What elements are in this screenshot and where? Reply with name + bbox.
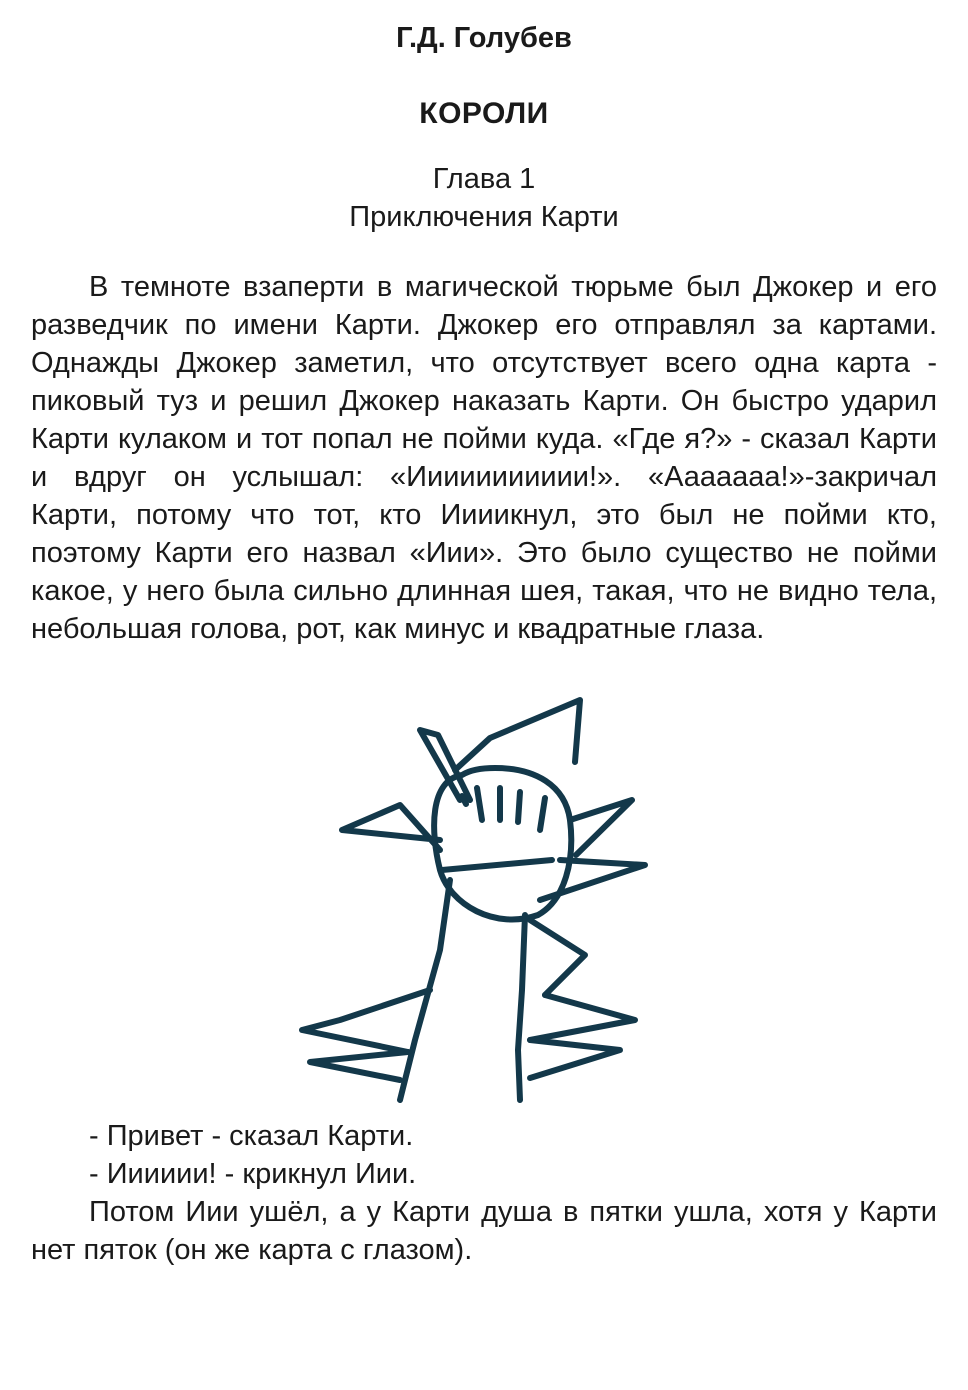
intro-paragraph: В темноте взаперти в магической тюрьме был Джокер и его разведчик по имени Карти. Джокер его отправлял за картами. Однажды Джокер заметил, что отсутствует всего одна карта - пиковый туз и решил Джокер наказать Карти. Он быстро ударил Карти кулаком и тот попал не пойми куда. «Где я?» - сказал Карти и вдруг он услышал: «Иииииииииии!». «Ааааааа!»-закричал Карти, потому что тот, кто Иииикнул, это был не пойми кто, поэтому Карти его назвал «Иии». Это было существо не пойми какое, у него была сильно длинная шея, такая, что не видно тела, небольшая голова, рот, как минус и квадратные глаза. — [31, 271, 937, 645]
neck-right — [518, 915, 525, 1100]
eye-dot — [462, 796, 466, 804]
chapter-name: Приключения Карти — [349, 201, 619, 233]
author-name: Г.Д. Голубев — [396, 22, 572, 54]
eye-bar-1 — [477, 788, 482, 820]
right-upper-spike — [570, 800, 632, 855]
chapter-number: Глава 1 — [432, 163, 536, 195]
left-wing-spike — [342, 805, 440, 850]
top-spike — [455, 700, 580, 770]
right-lower-spike-1 — [530, 920, 585, 995]
right-lower-spike-3 — [530, 1040, 620, 1078]
left-lower-spike-1 — [302, 990, 430, 1052]
left-lower-spike-2 — [310, 1052, 408, 1080]
eye-bar-4 — [540, 798, 545, 830]
right-lower-spike-2 — [530, 995, 635, 1040]
dialog-line-2: - Ииииии! - крикнул Иии. — [89, 1158, 417, 1190]
right-middle-spike — [540, 860, 645, 900]
ending-paragraph: Потом Иии ушёл, а у Карти душа в пятки ушла, хотя у Карти нет пяток (он же карта с глазом). — [31, 1196, 937, 1266]
eye-bar-3 — [518, 792, 520, 822]
story-title: КОРОЛИ — [419, 97, 549, 130]
chapter-heading — [0, 160, 968, 236]
mouth-line — [442, 860, 552, 870]
dialog-line-1: - Привет - сказал Карти. — [89, 1120, 414, 1152]
creature-drawing — [290, 690, 650, 1110]
